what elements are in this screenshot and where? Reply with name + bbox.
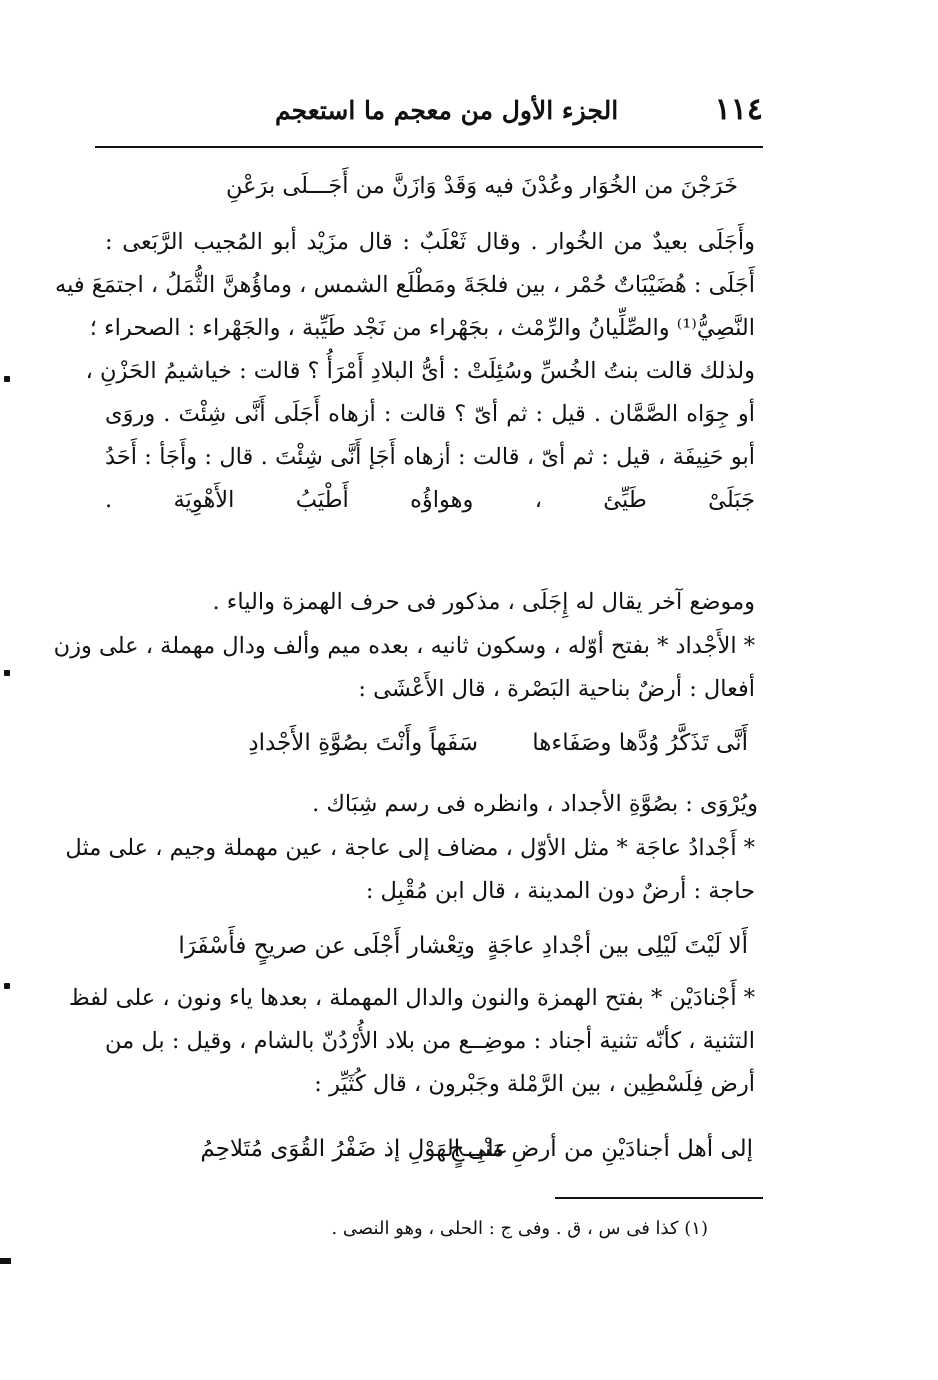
entry-headline: * الأَجْداد * بفتح أوّله ، وسكون ثانيه ، بعده ميم وألف ودال مهملة ، على وزن [53,633,755,659]
entry-headline: * أَجْنادَيْن * بفتح الهمزة والنون والدال المهملة ، بعدها ياء ونون ، على لفظ [68,985,755,1011]
entry-headline: * أَجْدادُ عاجَة * مثل الأوّل ، مضاف إلى عاجة ، عين مهملة وجيم ، على مثل [65,835,755,861]
text-line: أفعال : أرضٌ بناحية البَصْرة ، قال الأَعْشَى : [358,676,755,702]
text-line: أرض فِلَسْطِين ، بين الرَّمْلة وجَبْرون ، قال كُثَيِّر : [314,1071,755,1097]
verse-hemistich: سَفَهاً وأَنْتَ بصُوَّةِ الأَجْدادِ [248,730,478,756]
margin-mark [4,983,10,989]
text-line: أبو حَنِيفَة ، قيل : ثم أىّ ، قالت : أزهاه أَجَإ أَنَّى شِئْتَ . قال : وأَجَأ : أَحَدُ [105,444,755,470]
margin-mark [4,376,10,382]
text-line [105,525,755,561]
text-line: التثنية ، كأنّه تثنية أجناد : موضِــع من بلاد الأُرْدُنّ بالشام ، وقيل : بل من [105,1028,755,1054]
running-header [95,92,763,140]
running-title: الجزء الأول من معجم ما استعجم [275,96,619,125]
text-line: حاجة : أرضٌ دون المدينة ، قال ابن مُقْبِل : [365,878,755,904]
verse-hemistich: إلى أهل أجنادَيْنِ من أرضِ مَنْبِــجٍ [449,1136,753,1162]
text-line: النَّصِيُّ⁽¹⁾ والصِّلِّيانُ والرِّمْث ، بجَهْراء من نَجْد طَيِّبة ، والجَهْراء : الصحراء ؛ [89,315,755,341]
margin-mark [4,670,10,676]
text-line: وموضع آخر يقال له إِجَلَى ، مذكور فى حرف الهمزة والياء . [212,589,755,615]
text-line: ولذلك قالت بنتُ الخُسِّ وسُئِلَتْ : أىُّ البلادِ أَمْرَأُ ؟ قالت : خياشيمُ الحَزْنِ ، [85,358,755,384]
verse-line: خَرَجْنَ من الخُوَار وعُدْنَ فيه وَقَدْ وَازَنَّ من أَجَـــلَى برَعْنِ [226,173,738,199]
margin-mark [0,1258,11,1264]
text-line: أَجَلَى : هُضَيْبَاتٌ حُمْر ، بين فلجَةَ ومَطْلَع الشمس ، وماؤُهنَّ الثُّمَلُ ، اجتمَعَ فيه [55,272,755,298]
footnote-rule [555,1197,763,1199]
verse-hemistich: على الهَوْلِ إذ ضَفْرُ القُوَى مُتَلاحِمُ [200,1136,508,1162]
verse-hemistich: وتِعْشار أَجْلَى عن صريحٍ فأَسْفَرَا [178,933,475,959]
text-line: جَبَلَىْ طَيِّئ ، وهواؤُه أَطْيَبُ الأَهْوِيَة . [105,487,755,513]
verse-hemistich: أَنَّى تَذَكَّرُ وُدَّها وصَفَاءها [532,730,748,756]
footnote: (١) كذا فى س ، ق . وفى ج : الحلى ، وهو النصى . [331,1218,708,1239]
text-line: وأَجَلَى بعيدٌ من الخُوار . وقال ثَعْلَبٌ : قال مزَيْد أبو المُجيب الرَّبَعى : [105,229,755,255]
text-line: ويُرْوَى : بصُوَّةِ الأجداد ، وانظره فى رسم شِبَاك . [312,791,758,817]
text-line: أو جِوَاه الصَّمَّان . قيل : ثم أىّ ؟ قالت : أزهاه أَجَلَى أَنَّى شِئْتَ . وروَى [105,401,755,427]
page-number: ١١٤ [714,92,763,127]
verse-hemistich: أَلا لَيْتَ لَيْلِى بين أجْدادِ عاجَةٍ [487,933,748,959]
header-rule [95,146,763,148]
